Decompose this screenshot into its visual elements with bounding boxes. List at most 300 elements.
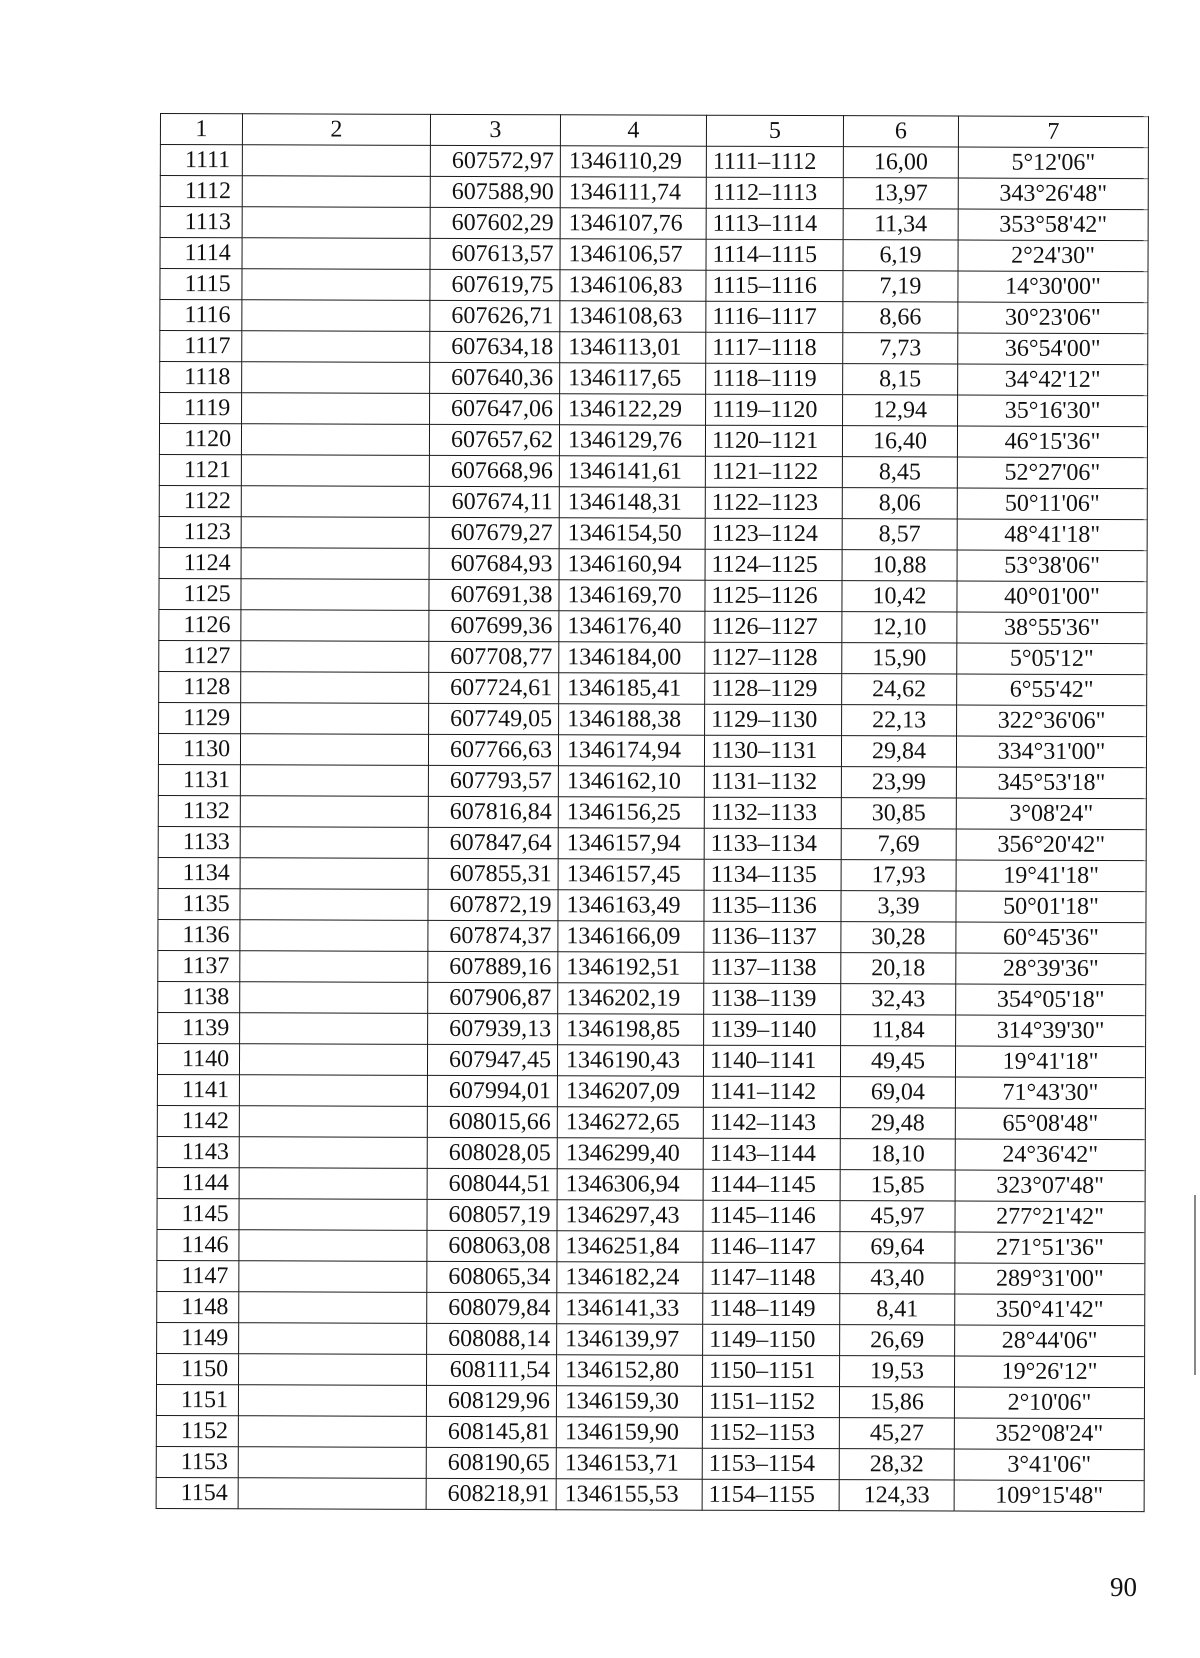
segment-cell: 1130–1131 [704,735,841,766]
point-number-cell: 1148 [157,1291,239,1322]
y-coordinate-cell: 1346153,71 [556,1448,702,1479]
x-coordinate-cell: 607684,93 [429,548,559,579]
distance-cell: 24,62 [842,674,957,705]
column-header: 3 [430,114,560,145]
segment-cell: 1136–1137 [704,921,841,952]
table-row [160,300,1148,334]
point-number-cell: 1125 [159,578,241,609]
table-row [159,609,1147,643]
empty-cell [241,424,429,456]
x-coordinate-cell: 607674,11 [429,486,559,517]
empty-cell [239,1075,427,1107]
empty-cell [239,1292,427,1324]
x-coordinate-cell: 607994,01 [427,1075,557,1106]
segment-cell: 1139–1140 [704,1014,841,1045]
point-number-cell: 1151 [156,1384,238,1415]
empty-cell [241,517,429,549]
x-coordinate-cell: 608057,19 [427,1199,557,1230]
point-number-cell: 1127 [159,640,241,671]
y-coordinate-cell: 1346185,41 [559,673,705,704]
empty-cell [238,1416,426,1448]
segment-cell: 1116–1117 [706,301,843,332]
table-row [160,238,1148,272]
segment-cell: 1138–1139 [704,983,841,1014]
distance-cell: 26,69 [840,1325,955,1356]
table-row [157,1353,1145,1387]
segment-cell: 1134–1135 [704,859,841,890]
segment-cell: 1120–1121 [705,425,842,456]
point-number-cell: 1137 [158,950,240,981]
x-coordinate-cell: 608015,66 [427,1106,557,1137]
distance-cell: 8,15 [843,364,958,395]
segment-cell: 1132–1133 [704,797,841,828]
table-row [156,1384,1144,1418]
empty-cell [241,641,429,673]
table-row [158,764,1146,798]
y-coordinate-cell: 1346157,94 [558,828,704,859]
bearing-cell: 35°16'30" [958,395,1148,427]
point-number-cell: 1136 [158,919,240,950]
distance-cell: 10,42 [842,581,957,612]
x-coordinate-cell: 607847,64 [428,827,558,858]
y-coordinate-cell: 1346198,85 [558,1014,704,1045]
segment-cell: 1119–1120 [706,394,843,425]
bearing-cell: 65°08'48" [955,1108,1145,1140]
empty-cell [239,1199,427,1231]
empty-cell [241,703,429,735]
x-coordinate-cell: 607613,57 [430,238,560,269]
bearing-cell: 48°41'18" [957,519,1147,551]
column-header: 5 [706,115,843,146]
empty-cell [239,1230,427,1262]
point-number-cell: 1145 [157,1198,239,1229]
y-coordinate-cell: 1346152,80 [557,1355,703,1386]
point-number-cell: 1131 [158,764,240,795]
distance-cell: 8,41 [840,1294,955,1325]
segment-cell: 1118–1119 [706,363,843,394]
empty-cell [240,982,428,1014]
x-coordinate-cell: 608079,84 [427,1292,557,1323]
coordinates-table [156,113,1149,1512]
table-row [156,1415,1144,1449]
table-row [157,1105,1145,1139]
bearing-cell: 3°41'06" [954,1449,1144,1481]
point-number-cell: 1144 [157,1167,239,1198]
distance-cell: 7,19 [843,271,958,302]
distance-cell: 11,34 [843,209,958,240]
point-number-cell: 1121 [159,454,241,485]
distance-cell: 23,99 [841,767,956,798]
empty-cell [242,331,430,363]
distance-cell: 10,88 [842,550,957,581]
table-row [160,176,1148,210]
x-coordinate-cell: 607634,18 [430,331,560,362]
point-number-cell: 1115 [160,269,242,300]
y-coordinate-cell: 1346159,30 [556,1386,702,1417]
point-number-cell: 1154 [156,1477,238,1508]
table-row [160,269,1148,303]
bearing-cell: 334°31'00" [956,736,1146,768]
x-coordinate-cell: 608063,08 [427,1230,557,1261]
table-row [157,1136,1145,1170]
table-header [160,114,1148,148]
y-coordinate-cell: 1346117,65 [560,363,706,394]
distance-cell: 15,85 [840,1170,955,1201]
point-number-cell: 1133 [158,826,240,857]
empty-cell [240,889,428,921]
y-coordinate-cell: 1346174,94 [558,735,704,766]
point-number-cell: 1135 [158,888,240,919]
x-coordinate-cell: 607906,87 [428,982,558,1013]
empty-cell [239,1354,427,1386]
empty-cell [240,1013,428,1045]
bearing-cell: 28°39'36" [956,953,1146,985]
segment-cell: 1128–1129 [705,673,842,704]
empty-cell [240,920,428,952]
distance-cell: 30,28 [841,922,956,953]
point-number-cell: 1140 [157,1043,239,1074]
segment-cell: 1115–1116 [706,270,843,301]
x-coordinate-cell: 607668,96 [429,455,559,486]
distance-cell: 19,53 [840,1356,955,1387]
point-number-cell: 1139 [158,1012,240,1043]
distance-cell: 69,64 [840,1232,955,1263]
empty-cell [239,1106,427,1138]
y-coordinate-cell: 1346113,01 [560,332,706,363]
distance-cell: 16,00 [843,147,958,178]
column-header: 7 [958,116,1148,148]
distance-cell: 32,43 [841,984,956,1015]
table-row [160,362,1148,396]
point-number-cell: 1122 [159,485,241,516]
x-coordinate-cell: 607699,36 [429,610,559,641]
x-coordinate-cell: 607657,62 [429,424,559,455]
empty-cell [242,176,430,208]
bearing-cell: 19°41'18" [955,1046,1145,1078]
y-coordinate-cell: 1346156,25 [558,797,704,828]
x-coordinate-cell: 607619,75 [430,269,560,300]
y-coordinate-cell: 1346184,00 [559,642,705,673]
distance-cell: 7,69 [841,829,956,860]
y-coordinate-cell: 1346106,83 [560,270,706,301]
distance-cell: 12,94 [843,395,958,426]
segment-cell: 1126–1127 [705,611,842,642]
y-coordinate-cell: 1346106,57 [560,239,706,270]
empty-cell [238,1447,426,1479]
header-row [160,114,1148,148]
empty-cell [240,765,428,797]
bearing-cell: 5°05'12" [957,643,1147,675]
bearing-cell: 356°20'42" [956,829,1146,861]
bearing-cell: 71°43'30" [955,1077,1145,1109]
point-number-cell: 1112 [160,176,242,207]
distance-cell: 45,27 [839,1418,954,1449]
segment-cell: 1154–1155 [702,1479,839,1510]
table-body [156,145,1148,1512]
table-row [159,516,1147,550]
scan-edge-mark [1194,1195,1196,1375]
point-number-cell: 1134 [158,857,240,888]
distance-cell: 22,13 [842,705,957,736]
distance-cell: 8,06 [842,488,957,519]
y-coordinate-cell: 1346299,40 [557,1138,703,1169]
y-coordinate-cell: 1346169,70 [559,580,705,611]
segment-cell: 1140–1141 [703,1045,840,1076]
segment-cell: 1125–1126 [705,580,842,611]
bearing-cell: 40°01'00" [957,581,1147,613]
empty-cell [241,610,429,642]
y-coordinate-cell: 1346190,43 [557,1045,703,1076]
segment-cell: 1131–1132 [704,766,841,797]
point-number-cell: 1116 [160,300,242,331]
table-row [158,981,1146,1015]
empty-cell [241,486,429,518]
x-coordinate-cell: 608088,14 [427,1323,557,1354]
table-row [158,826,1146,860]
empty-cell [242,269,430,301]
point-number-cell: 1147 [157,1260,239,1291]
distance-cell: 6,19 [843,240,958,271]
segment-cell: 1152–1153 [702,1417,839,1448]
x-coordinate-cell: 607749,05 [429,703,559,734]
point-number-cell: 1142 [157,1105,239,1136]
point-number-cell: 1146 [157,1229,239,1260]
segment-cell: 1147–1148 [703,1262,840,1293]
bearing-cell: 354°05'18" [956,984,1146,1016]
x-coordinate-cell: 607708,77 [429,641,559,672]
bearing-cell: 24°36'42" [955,1139,1145,1171]
y-coordinate-cell: 1346111,74 [560,177,706,208]
y-coordinate-cell: 1346160,94 [559,549,705,580]
empty-cell [241,455,429,487]
bearing-cell: 6°55'42" [957,674,1147,706]
table-row [158,733,1146,767]
distance-cell: 29,48 [840,1108,955,1139]
y-coordinate-cell: 1346148,31 [559,487,705,518]
distance-cell: 20,18 [841,953,956,984]
x-coordinate-cell: 607889,16 [428,951,558,982]
y-coordinate-cell: 1346202,19 [558,983,704,1014]
point-number-cell: 1124 [159,547,241,578]
segment-cell: 1114–1115 [706,239,843,270]
empty-cell [241,579,429,611]
empty-cell [239,1044,427,1076]
y-coordinate-cell: 1346297,43 [557,1200,703,1231]
segment-cell: 1113–1114 [706,208,843,239]
segment-cell: 1142–1143 [703,1107,840,1138]
x-coordinate-cell: 607874,37 [428,920,558,951]
table-row [157,1291,1145,1325]
segment-cell: 1129–1130 [705,704,842,735]
bearing-cell: 30°23'06" [958,302,1148,334]
x-coordinate-cell: 607939,13 [428,1013,558,1044]
point-number-cell: 1128 [159,671,241,702]
bearing-cell: 352°08'24" [954,1418,1144,1450]
table-row [158,1012,1146,1046]
bearing-cell: 46°15'36" [957,426,1147,458]
y-coordinate-cell: 1346163,49 [558,890,704,921]
x-coordinate-cell: 608044,51 [427,1168,557,1199]
segment-cell: 1117–1118 [706,332,843,363]
segment-cell: 1141–1142 [703,1076,840,1107]
bearing-cell: 36°54'00" [958,333,1148,365]
point-number-cell: 1143 [157,1136,239,1167]
empty-cell [238,1385,426,1417]
x-coordinate-cell: 607724,61 [429,672,559,703]
x-coordinate-cell: 608129,96 [426,1385,556,1416]
bearing-cell: 109°15'48" [954,1480,1144,1512]
empty-cell [242,362,430,394]
table-row [157,1198,1145,1232]
y-coordinate-cell: 1346139,97 [557,1324,703,1355]
segment-cell: 1122–1123 [705,487,842,518]
y-coordinate-cell: 1346272,65 [557,1107,703,1138]
segment-cell: 1112–1113 [706,177,843,208]
bearing-cell: 323°07'48" [955,1170,1145,1202]
table-row [157,1322,1145,1356]
point-number-cell: 1114 [160,238,242,269]
x-coordinate-cell: 607855,31 [428,858,558,889]
table-row [158,919,1146,953]
table-row [160,145,1148,179]
x-coordinate-cell: 608190,65 [426,1447,556,1478]
segment-cell: 1146–1147 [703,1231,840,1262]
distance-cell: 3,39 [841,891,956,922]
point-number-cell: 1117 [160,331,242,362]
x-coordinate-cell: 607691,38 [429,579,559,610]
table-row [160,331,1148,365]
segment-cell: 1127–1128 [705,642,842,673]
y-coordinate-cell: 1346154,50 [559,518,705,549]
x-coordinate-cell: 608218,91 [426,1478,556,1509]
distance-cell: 13,97 [843,178,958,209]
bearing-cell: 2°24'30" [958,240,1148,272]
y-coordinate-cell: 1346251,84 [557,1231,703,1262]
table-row [157,1167,1145,1201]
bearing-cell: 28°44'06" [955,1325,1145,1357]
x-coordinate-cell: 607626,71 [430,300,560,331]
y-coordinate-cell: 1346108,63 [560,301,706,332]
point-number-cell: 1113 [160,207,242,238]
distance-cell: 30,85 [841,798,956,829]
x-coordinate-cell: 608145,81 [426,1416,556,1447]
distance-cell: 43,40 [840,1263,955,1294]
bearing-cell: 50°11'06" [957,488,1147,520]
distance-cell: 8,45 [842,457,957,488]
table-row [156,1446,1144,1480]
segment-cell: 1149–1150 [703,1324,840,1355]
distance-cell: 15,86 [839,1387,954,1418]
point-number-cell: 1138 [158,981,240,1012]
bearing-cell: 5°12'06" [958,147,1148,179]
table-row [158,795,1146,829]
empty-cell [239,1137,427,1169]
y-coordinate-cell: 1346207,09 [557,1076,703,1107]
page-number: 90 [1110,1572,1137,1602]
point-number-cell: 1118 [160,362,242,393]
empty-cell [239,1168,427,1200]
bearing-cell: 277°21'42" [955,1201,1145,1233]
empty-cell [242,300,430,332]
empty-cell [240,796,428,828]
point-number-cell: 1111 [160,145,242,176]
empty-cell [241,672,429,704]
table-row [160,207,1148,241]
x-coordinate-cell: 607588,90 [430,176,560,207]
bearing-cell: 34°42'12" [958,364,1148,396]
y-coordinate-cell: 1346155,53 [556,1479,702,1510]
distance-cell: 29,84 [841,736,956,767]
bearing-cell: 322°36'06" [957,705,1147,737]
table-row [158,857,1146,891]
x-coordinate-cell: 607793,57 [428,765,558,796]
distance-cell: 15,90 [842,643,957,674]
empty-cell [240,827,428,859]
y-coordinate-cell: 1346166,09 [558,921,704,952]
distance-cell: 16,40 [842,426,957,457]
y-coordinate-cell: 1346110,29 [560,146,706,177]
table-row [157,1260,1145,1294]
table-row [157,1229,1145,1263]
table-row [159,702,1147,736]
distance-cell: 28,32 [839,1449,954,1480]
point-number-cell: 1141 [157,1074,239,1105]
x-coordinate-cell: 608111,54 [427,1354,557,1385]
x-coordinate-cell: 607572,97 [430,145,560,176]
table-row [157,1074,1145,1108]
table-row [159,454,1147,488]
y-coordinate-cell: 1346162,10 [558,766,704,797]
bearing-cell: 19°41'18" [956,860,1146,892]
x-coordinate-cell: 607679,27 [429,517,559,548]
x-coordinate-cell: 607816,84 [428,796,558,827]
segment-cell: 1111–1112 [706,146,843,177]
segment-cell: 1153–1154 [702,1448,839,1479]
bearing-cell: 50°01'18" [956,891,1146,923]
bearing-cell: 350°41'42" [955,1294,1145,1326]
bearing-cell: 38°55'36" [957,612,1147,644]
point-number-cell: 1123 [159,516,241,547]
bearing-cell: 53°38'06" [957,550,1147,582]
bearing-cell: 60°45'36" [956,922,1146,954]
point-number-cell: 1120 [159,424,241,455]
y-coordinate-cell: 1346192,51 [558,952,704,983]
table-row [159,547,1147,581]
distance-cell: 12,10 [842,612,957,643]
table-row [159,424,1147,458]
table-row [158,888,1146,922]
bearing-cell: 343°26'48" [958,178,1148,210]
segment-cell: 1145–1146 [703,1200,840,1231]
segment-cell: 1150–1151 [703,1355,840,1386]
bearing-cell: 271°51'36" [955,1232,1145,1264]
point-number-cell: 1153 [156,1446,238,1477]
empty-cell [239,1323,427,1355]
empty-cell [242,393,430,425]
empty-cell [242,207,430,239]
segment-cell: 1144–1145 [703,1169,840,1200]
x-coordinate-cell: 607766,63 [428,734,558,765]
bearing-cell: 19°26'12" [955,1356,1145,1388]
y-coordinate-cell: 1346129,76 [559,425,705,456]
column-header: 2 [242,114,430,146]
segment-cell: 1133–1134 [704,828,841,859]
bearing-cell: 345°53'18" [956,767,1146,799]
y-coordinate-cell: 1346122,29 [560,394,706,425]
empty-cell [240,858,428,890]
table-row [159,671,1147,705]
point-number-cell: 1126 [159,609,241,640]
